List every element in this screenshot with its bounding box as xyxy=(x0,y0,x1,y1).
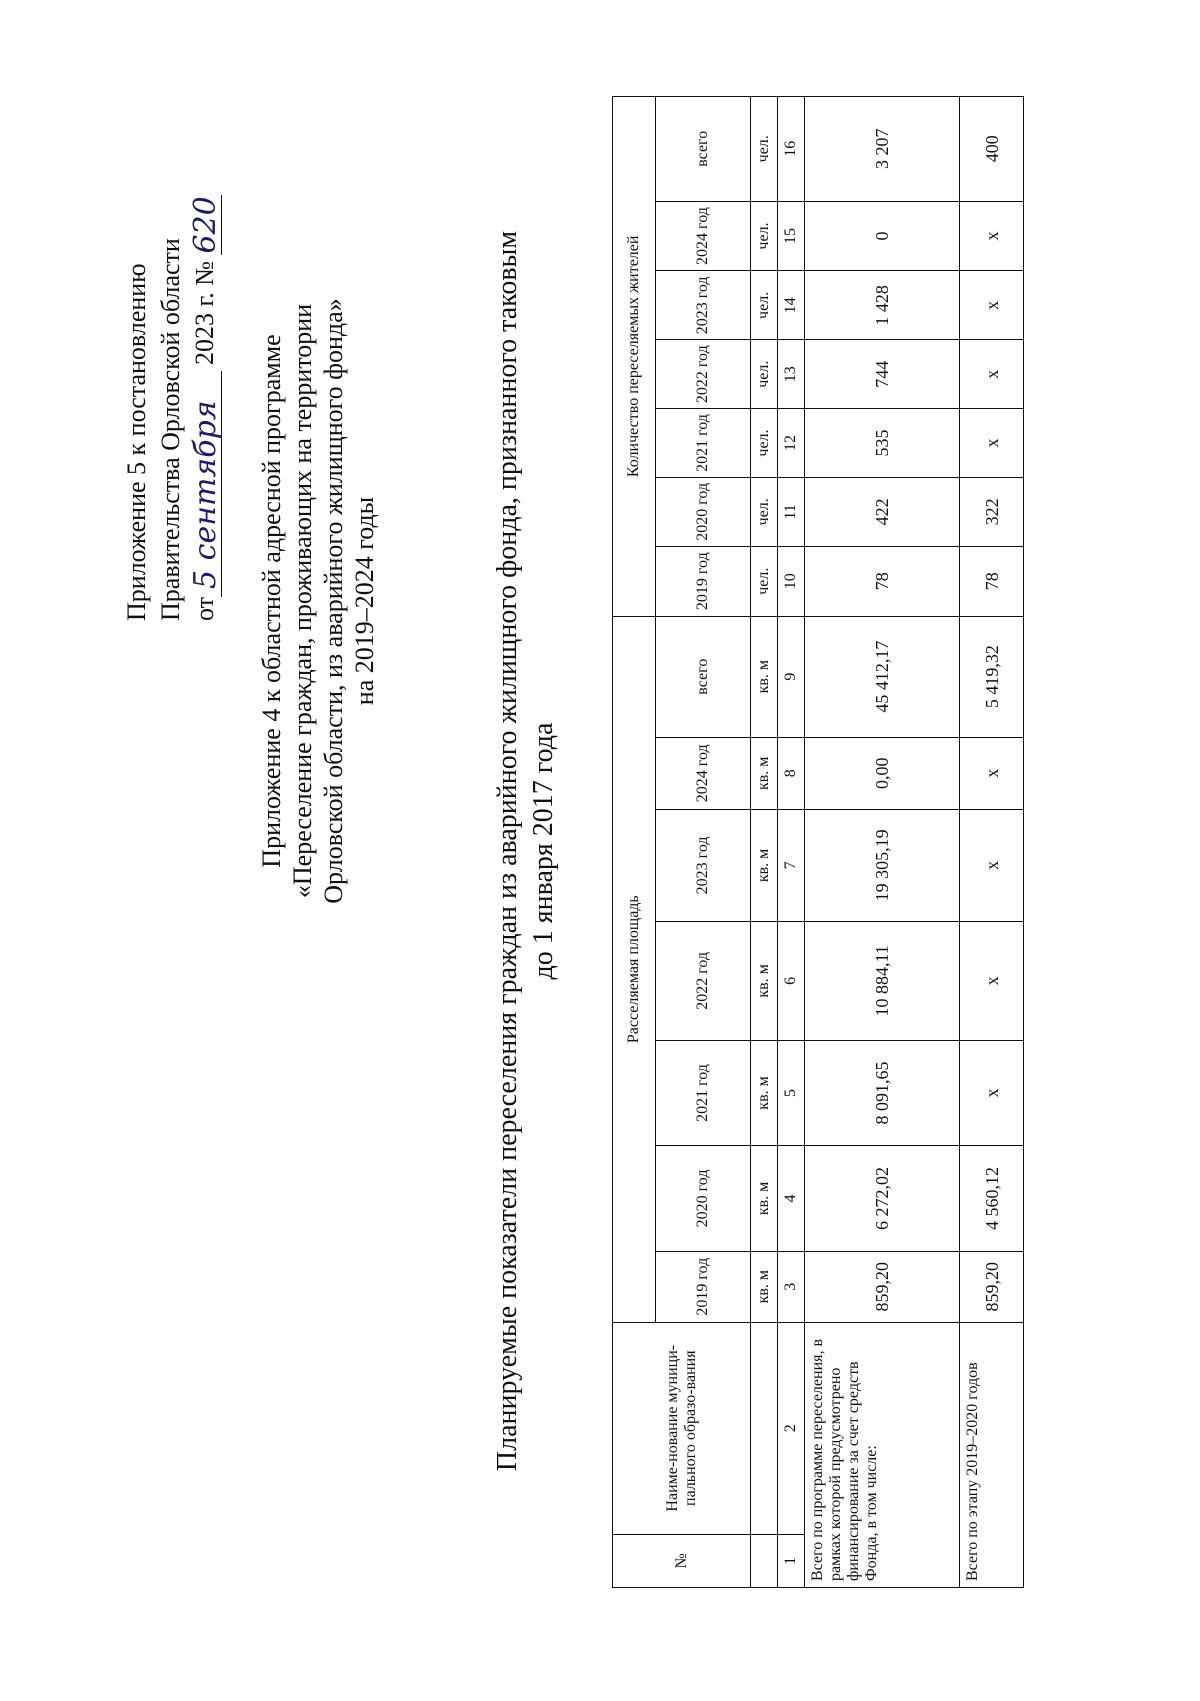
column-number: 11 xyxy=(778,477,805,546)
table-cell: х xyxy=(960,409,1024,478)
table-cell: х xyxy=(960,271,1024,340)
table-cell: 4 560,12 xyxy=(960,1146,1024,1251)
appendix-5-header xyxy=(120,195,222,621)
table-row xyxy=(960,97,1024,1588)
column-number: 4 xyxy=(778,1146,805,1251)
title-line1: Планируемые показатели переселения граждан из аварийного жилищного фонда, признанного таковым xyxy=(492,230,523,1472)
unit-cell: кв. м xyxy=(751,1040,778,1145)
residents-group-header: Количество переселяемых жителей xyxy=(613,97,656,617)
table-cell: 400 xyxy=(960,97,1024,202)
appendix-4-line1: Приложение 4 к областной адресной программе xyxy=(257,334,286,868)
handwritten-number: 620 xyxy=(188,196,223,254)
table-cell: 8 091,65 xyxy=(805,1040,960,1145)
appendix-5-line1: Приложение 5 к постановлению xyxy=(122,263,151,621)
column-number: 8 xyxy=(778,737,805,809)
unit-cell: чел. xyxy=(751,340,778,409)
unit-cell xyxy=(751,1534,778,1587)
unit-cell: кв. м xyxy=(751,1251,778,1322)
unit-cell: кв. м xyxy=(751,809,778,921)
column-number: 16 xyxy=(778,97,805,202)
residents-year-header: 2020 год xyxy=(656,477,751,546)
column-number: 7 xyxy=(778,809,805,921)
area-total-header: всего xyxy=(656,616,751,737)
table-cell: 78 xyxy=(805,546,960,616)
table-cell: 78 xyxy=(960,546,1024,616)
date-prefix: от xyxy=(190,596,219,621)
table-cell: 322 xyxy=(960,477,1024,546)
residents-year-header: 2022 год xyxy=(656,340,751,409)
area-year-header: 2024 год xyxy=(656,737,751,809)
table-cell: 5 419,32 xyxy=(960,616,1024,737)
appendix-4-line3: Орловской области, из аварийного жилищного фонда» xyxy=(319,298,348,904)
column-number: 6 xyxy=(778,921,805,1040)
table-row xyxy=(805,97,960,1588)
resettlement-table xyxy=(612,96,1024,1588)
table-cell: 1 428 xyxy=(805,271,960,340)
area-group-header: Расселяемая площадь xyxy=(613,616,656,1322)
area-year-header: 2023 год xyxy=(656,809,751,921)
table-cell: 19 305,19 xyxy=(805,809,960,921)
table-cell: 45 412,17 xyxy=(805,616,960,737)
residents-year-header: 2021 год xyxy=(656,409,751,478)
table-cell: 3 207 xyxy=(805,97,960,202)
unit-cell: чел. xyxy=(751,271,778,340)
unit-cell: кв. м xyxy=(751,616,778,737)
column-number: 1 xyxy=(778,1534,805,1587)
unit-cell: чел. xyxy=(751,477,778,546)
appendix-4-line2: «Переселение граждан, проживающих на территории xyxy=(288,303,317,899)
column-number: 10 xyxy=(778,546,805,616)
table-column-number-row xyxy=(778,97,805,1588)
table-cell: 744 xyxy=(805,340,960,409)
unit-cell: кв. м xyxy=(751,1146,778,1251)
row-label: Всего по этапу 2019–2020 годов xyxy=(960,1322,1024,1587)
appendix-5-date-line xyxy=(188,195,222,621)
residents-year-header: 2023 год xyxy=(656,271,751,340)
row-label: Всего по программе переселения, в рамках которой предусмотрено финансирование за счет средств Фонда, в том числе: xyxy=(805,1322,960,1587)
table-unit-row xyxy=(751,97,778,1588)
table-cell: х xyxy=(960,809,1024,921)
unit-cell xyxy=(751,1322,778,1534)
table-cell: 10 884,11 xyxy=(805,921,960,1040)
area-year-header: 2021 год xyxy=(656,1040,751,1145)
column-number: 13 xyxy=(778,340,805,409)
table-cell: 535 xyxy=(805,409,960,478)
area-year-header: 2019 год xyxy=(656,1251,751,1322)
appendix-5-line2: Правительства Орловской области xyxy=(156,238,185,621)
column-number: 12 xyxy=(778,409,805,478)
col-number-header: № xyxy=(613,1534,751,1587)
table-cell: 859,20 xyxy=(960,1251,1024,1322)
col-municipality-header: Наиме-нование муници-пального образо-вания xyxy=(613,1322,751,1534)
unit-cell: чел. xyxy=(751,546,778,616)
column-number: 2 xyxy=(778,1322,805,1534)
residents-year-header: 2019 год xyxy=(656,546,751,616)
unit-cell: кв. м xyxy=(751,921,778,1040)
table-cell: 0,00 xyxy=(805,737,960,809)
unit-cell: чел. xyxy=(751,201,778,271)
unit-cell: чел. xyxy=(751,97,778,202)
area-year-header: 2020 год xyxy=(656,1146,751,1251)
table-cell: х xyxy=(960,340,1024,409)
table-cell: 6 272,02 xyxy=(805,1146,960,1251)
unit-cell: чел. xyxy=(751,409,778,478)
table-cell: 422 xyxy=(805,477,960,546)
table-cell: х xyxy=(960,737,1024,809)
column-number: 9 xyxy=(778,616,805,737)
residents-year-header: 2024 год xyxy=(656,201,751,271)
column-number: 5 xyxy=(778,1040,805,1145)
unit-cell: кв. м xyxy=(751,737,778,809)
column-number: 14 xyxy=(778,271,805,340)
appendix-4-line4: на 2019–2024 годы xyxy=(350,496,379,706)
appendix-4-header xyxy=(256,101,380,1101)
table-cell: х xyxy=(960,201,1024,271)
column-number: 3 xyxy=(778,1251,805,1322)
date-year: 2023 г. № xyxy=(190,260,219,365)
area-year-header: 2022 год xyxy=(656,921,751,1040)
document-title xyxy=(490,151,562,1551)
handwritten-date: 5 сентября xyxy=(191,371,222,597)
title-line2: до 1 января 2017 года xyxy=(528,722,559,980)
table-header-row-group xyxy=(613,97,656,1588)
table-cell: х xyxy=(960,921,1024,1040)
column-number: 15 xyxy=(778,201,805,271)
table-cell: 0 xyxy=(805,201,960,271)
table-cell: х xyxy=(960,1040,1024,1145)
residents-total-header: всего xyxy=(656,97,751,202)
table-cell: 859,20 xyxy=(805,1251,960,1322)
